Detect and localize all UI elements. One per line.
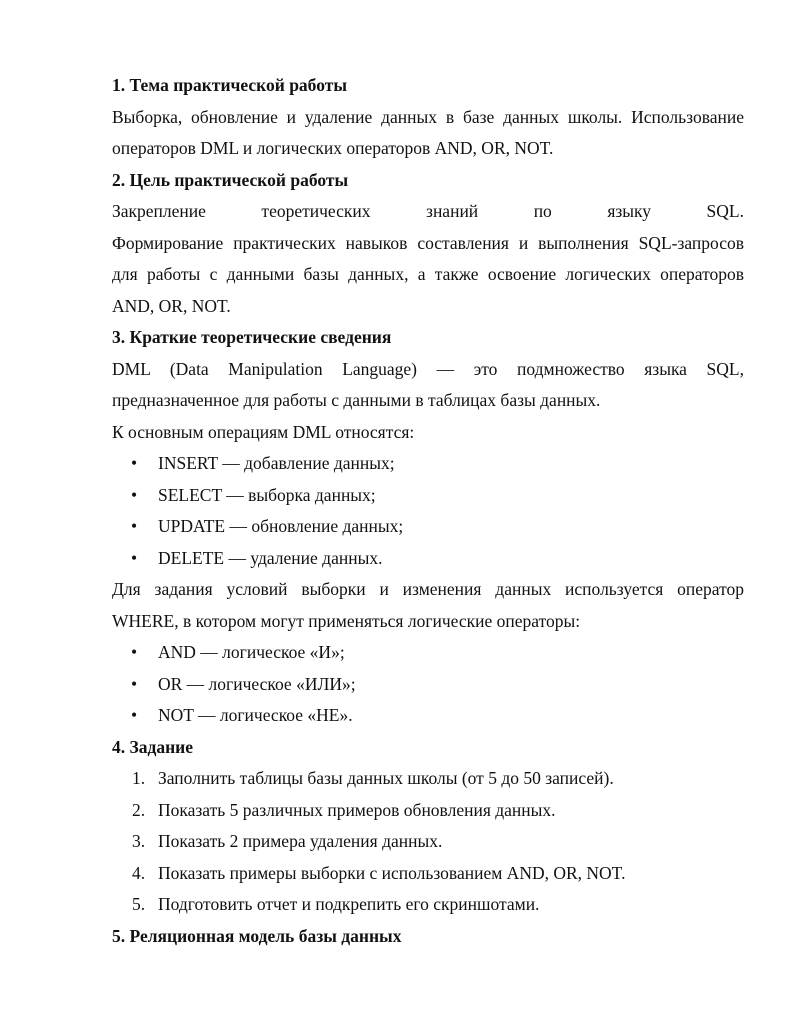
list-item-text: SELECT — выборка данных; bbox=[158, 484, 376, 505]
list-item-text: INSERT — добавление данных; bbox=[158, 453, 395, 473]
section-2-text-line-2: Формирование практических навыков составления и выполнения SQL-запросов bbox=[112, 232, 744, 253]
list-item-text: Показать 5 различных примеров обновления данных. bbox=[158, 799, 556, 820]
section-2-text-line-1: Закрепление теоретических знаний по языку SQL. bbox=[112, 201, 744, 221]
list-item bbox=[112, 543, 744, 575]
section-3-text-line-1: DML (Data Manipulation Language) — это подмножество языка SQL, bbox=[112, 358, 744, 379]
list-number: 1. bbox=[132, 768, 146, 788]
list-item bbox=[112, 889, 744, 921]
bullet-marker: • bbox=[131, 453, 138, 473]
list-item bbox=[112, 826, 744, 858]
section-3-text-line-5: WHERE, в котором могут применяться логические операторы: bbox=[112, 610, 581, 631]
section-1-heading: 1. Тема практической работы bbox=[112, 75, 347, 95]
document-page bbox=[112, 70, 744, 952]
list-item bbox=[112, 480, 744, 512]
section-4-heading: 4. Задание bbox=[112, 736, 194, 757]
bullet-marker: • bbox=[131, 673, 138, 694]
section-3-heading: 3. Краткие теоретические сведения bbox=[112, 327, 392, 347]
section-3-text-line-3: К основным операциям DML относятся: bbox=[112, 421, 415, 442]
list-number: 4. bbox=[132, 862, 146, 883]
section-2-text-line-3: для работы с данными базы данных, а также освоение логических операторов bbox=[112, 264, 744, 284]
section-5-heading: 5. Реляционная модель базы данных bbox=[112, 925, 402, 946]
list-item-text: Заполнить таблицы базы данных школы (от 5 до 50 записей). bbox=[158, 768, 614, 788]
list-item-text: NOT — логическое «НЕ». bbox=[158, 705, 353, 725]
list-item bbox=[112, 763, 744, 795]
list-item bbox=[112, 448, 744, 480]
list-item bbox=[112, 511, 744, 543]
list-item-text: Подготовить отчет и подкрепить его скриншотами. bbox=[158, 894, 540, 914]
tasks-list bbox=[112, 763, 744, 921]
list-item-text: UPDATE — обновление данных; bbox=[158, 516, 404, 536]
list-item bbox=[112, 669, 744, 701]
list-item bbox=[112, 858, 744, 890]
bullet-marker: • bbox=[131, 484, 138, 505]
list-item-text: AND — логическое «И»; bbox=[158, 642, 345, 662]
section-2-text-line-4: AND, OR, NOT. bbox=[112, 295, 231, 316]
list-item bbox=[112, 795, 744, 827]
section-1-text-line-2: операторов DML и логических операторов AND, OR, NOT. bbox=[112, 138, 554, 158]
list-item-text: Показать 2 примера удаления данных. bbox=[158, 831, 443, 851]
section-3-text-line-2: предназначенное для работы с данными в таблицах базы данных. bbox=[112, 390, 601, 410]
list-item-text: DELETE — удаление данных. bbox=[158, 547, 383, 568]
list-number: 2. bbox=[132, 799, 146, 820]
list-number: 5. bbox=[132, 894, 146, 914]
list-item-text: Показать примеры выборки с использованием AND, OR, NOT. bbox=[158, 862, 626, 883]
bullet-marker: • bbox=[131, 516, 138, 536]
bullet-marker: • bbox=[131, 547, 138, 568]
bullet-marker: • bbox=[131, 642, 138, 662]
section-1-text-line-1: Выборка, обновление и удаление данных в базе данных школы. Использование bbox=[112, 106, 744, 127]
bullet-marker: • bbox=[131, 705, 138, 725]
logic-operators-list bbox=[112, 637, 744, 732]
section-2-heading: 2. Цель практической работы bbox=[112, 169, 349, 190]
dml-operations-list bbox=[112, 448, 744, 574]
list-item bbox=[112, 637, 744, 669]
section-3-text-line-4: Для задания условий выборки и изменения данных используется оператор bbox=[112, 579, 744, 599]
list-number: 3. bbox=[132, 831, 146, 851]
list-item-text: OR — логическое «ИЛИ»; bbox=[158, 673, 356, 694]
list-item bbox=[112, 700, 744, 732]
